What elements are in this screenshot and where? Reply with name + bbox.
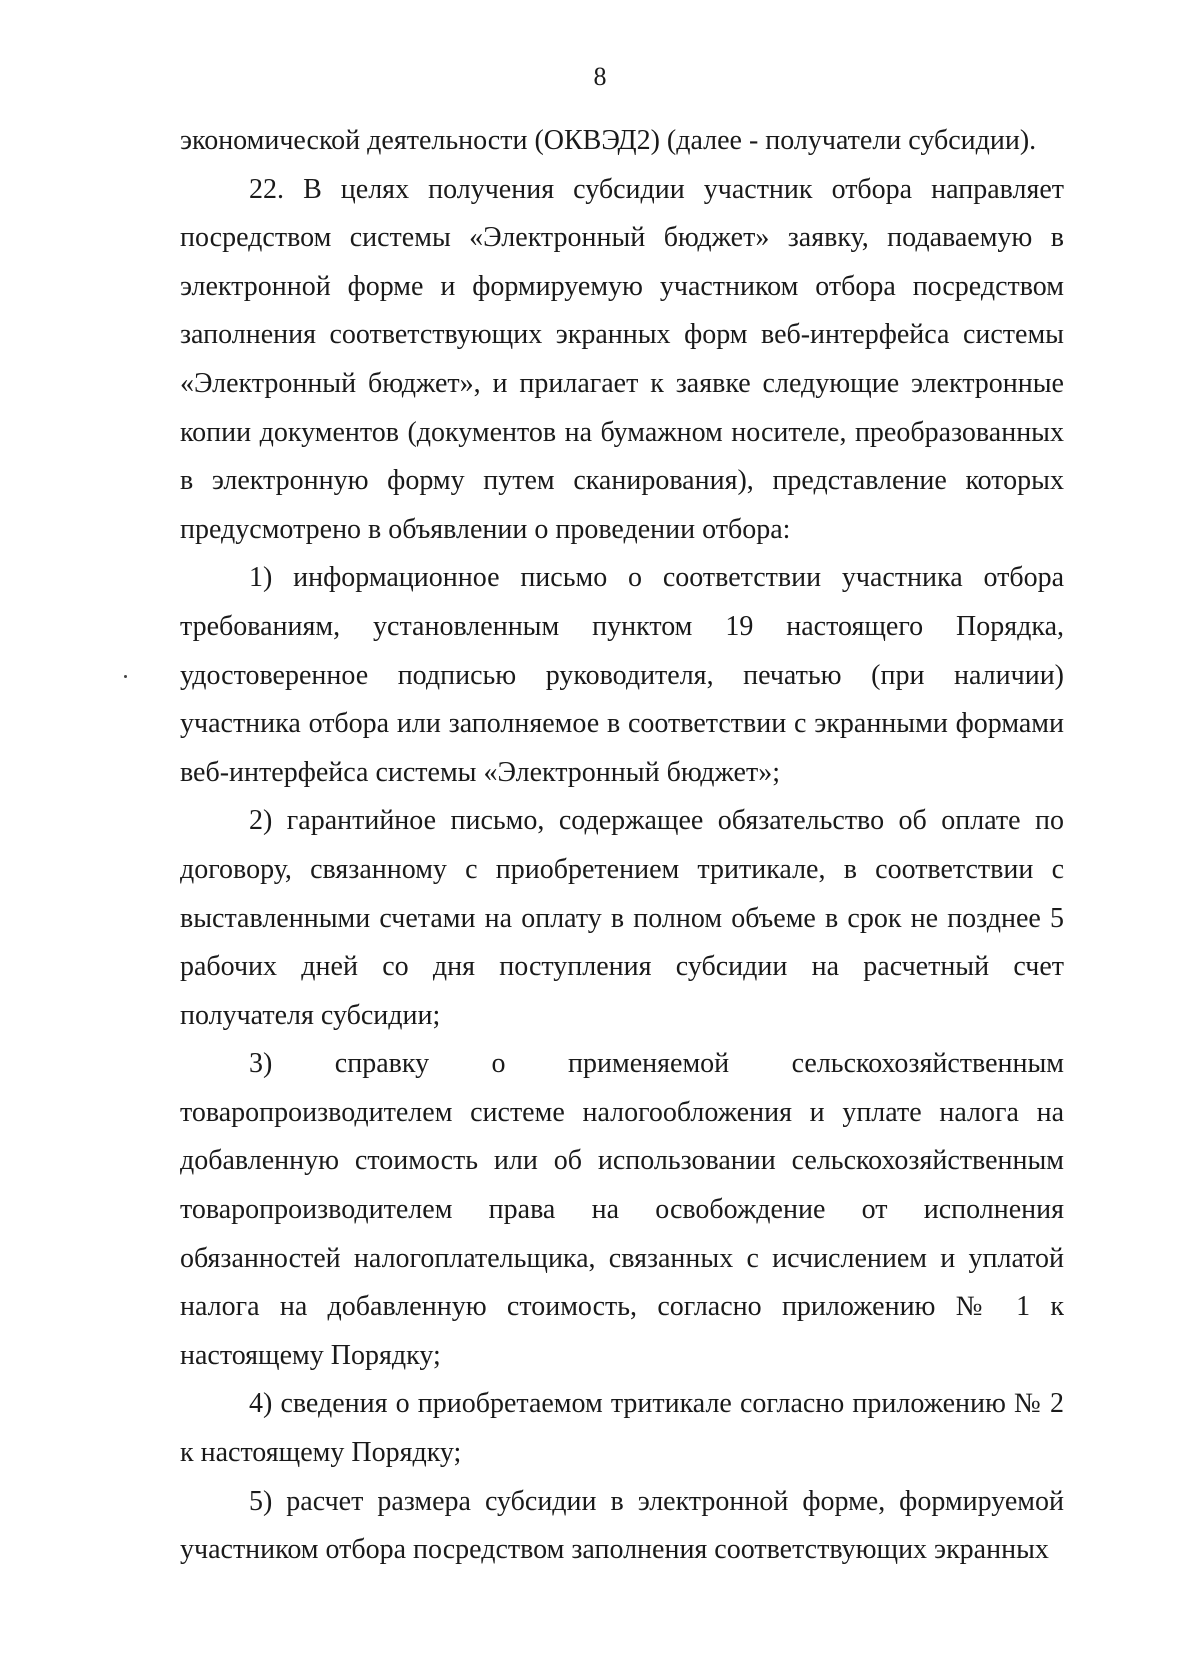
page-number: 8 [593,62,607,91]
paragraph-subitem-2: 2) гарантийное письмо, содержащее обязательство об оплате по договору, связанному с приобретением тритикале, в соответствии с выставленными счетами на оплату в полном объеме в срок не позднее 5 рабочих дней со дня поступления субсидии на расчетный счет получателя субсидии; [180,805,1064,1031]
document-body [180,117,1064,1575]
paragraph-subitem-4: 4) сведения о приобретаемом тритикале согласно приложению № 2 к настоящему Порядку; [180,1388,1064,1469]
paragraph-item-22: 22. В целях получения субсидии участник отбора направляет посредством системы «Электронный бюджет» заявку, подаваемую в электронной форме и формируемую участником отбора посредством заполнения соответствующих экранных форм веб-интерфейса системы «Электронный бюджет», и прилагает к заявке следующие электронные копии документов (документов на бумажном носителе, преобразованных в электронную форму путем сканирования), представление которых предусмотрено в объявлении о проведении отбора: [180,173,1064,545]
paragraph-continuation: экономической деятельности (ОКВЭД2) (далее - получатели субсидии). [180,125,1037,156]
paragraph-subitem-1: 1) информационное письмо о соответствии участника отбора требованиям, установленным пунктом 19 настоящего Порядка, удостоверенное подписью руководителя, печатью (при наличии) участника отбора или заполняемое в соответствии с экранными формами веб-интерфейса системы «Электронный бюджет»; [180,562,1064,788]
paragraph-subitem-3: 3) справку о применяемой сельскохозяйственным товаропроизводителем системе налогообложения и уплате налога на добавленную стоимость или об использовании сельскохозяйственным товаропроизводителем права на освобождение от исполнения обязанностей налогоплательщика, связанных с исчислением и уплатой налога на добавленную стоимость, согласно приложению № 1 к настоящему Порядку; [180,1048,1064,1371]
paragraph-subitem-5: 5) расчет размера субсидии в электронной форме, формируемой участником отбора посредством заполнения соответствующих экранных [180,1485,1064,1566]
scan-speck [124,675,127,678]
